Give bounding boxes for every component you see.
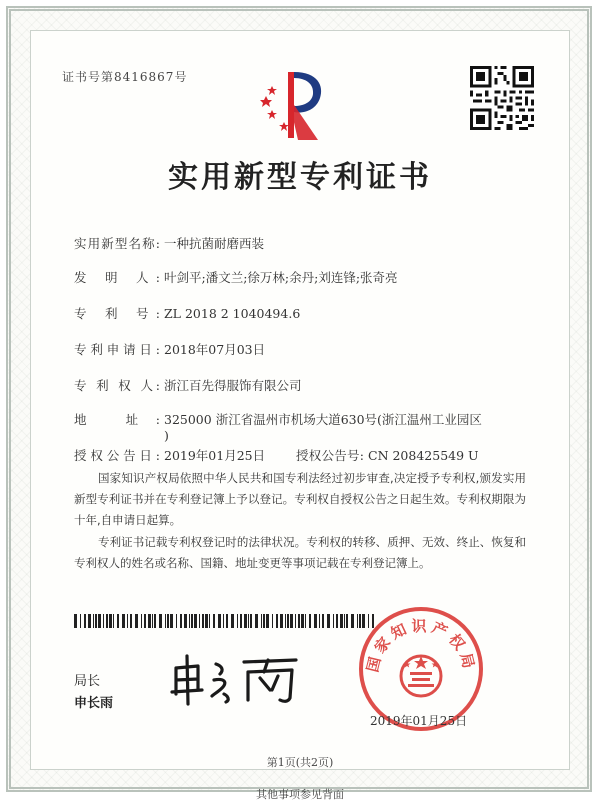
footer-note: 其他事项参见背面 <box>256 788 344 801</box>
field-value: 2019年01月25日 <box>164 448 266 463</box>
field-filing-date <box>74 340 265 358</box>
field-patentee <box>74 376 302 394</box>
patent-emblem-icon <box>258 66 328 142</box>
field-value: 325000 浙江省温州市机场大道630号(浙江温州工业园区 <box>164 412 482 427</box>
legal-statement-paragraph: 国家知识产权局依照中华人民共和国专利法经过初步审查,决定授予专利权,颁发实用新型专利证书并在专利登记簿上予以登记。专利权自授权公告之日起生效。专利权期限为十年,自申请日起算。 <box>74 471 526 527</box>
certificate-number: 证书号第8416867号 <box>62 70 188 84</box>
field-label: 专 利 号: <box>74 306 160 321</box>
field-label: 授权公告号: <box>296 448 364 463</box>
field-value: ZL 2018 2 1040494.6 <box>164 306 301 321</box>
field-grant-date <box>74 446 265 464</box>
field-value: 浙江百先得服饰有限公司 <box>164 378 302 393</box>
page-indicator: 第1页(共2页) <box>266 756 334 769</box>
seal-date: 2019年01月25日 <box>370 714 468 728</box>
seal-text: 国家知识产权局 <box>363 617 479 674</box>
barcode-strip <box>74 614 374 628</box>
field-label: 专利申请日: <box>74 342 160 357</box>
director-name: 申长雨 <box>74 696 114 711</box>
legal-status-paragraph: 专利证书记载专利权登记时的法律状况。专利权的转移、质押、无效、终止、恢复和专利权人的姓名或名称、国籍、地址变更等事项记载在专利登记簿上。 <box>74 535 526 570</box>
field-grant-number <box>296 446 479 464</box>
field-patent-number <box>74 304 300 322</box>
certificate-title: 实用新型专利证书 <box>168 160 432 195</box>
qr-code-icon <box>470 66 534 130</box>
director-title: 局长 <box>74 674 101 689</box>
field-label: 实用新型名称: <box>74 236 160 251</box>
field-inventor <box>74 268 398 286</box>
field-value: 2018年07月03日 <box>164 342 266 357</box>
field-label: 专 利 权 人: <box>74 378 160 393</box>
field-label: 授权公告日: <box>74 448 160 463</box>
field-value: 叶剑平;潘文兰;徐万林;余丹;刘连锋;张奇亮 <box>164 270 398 285</box>
field-address <box>74 410 482 428</box>
field-label: 发 明 人: <box>74 270 160 285</box>
field-utility-model-name <box>74 234 264 252</box>
field-value: ) <box>164 428 169 443</box>
director-signature <box>168 650 308 706</box>
field-value: CN 208425549 U <box>368 448 479 463</box>
field-address-continued <box>164 428 169 443</box>
field-value: 一种抗菌耐磨西装 <box>164 236 265 251</box>
field-label: 地 址: <box>74 412 160 427</box>
